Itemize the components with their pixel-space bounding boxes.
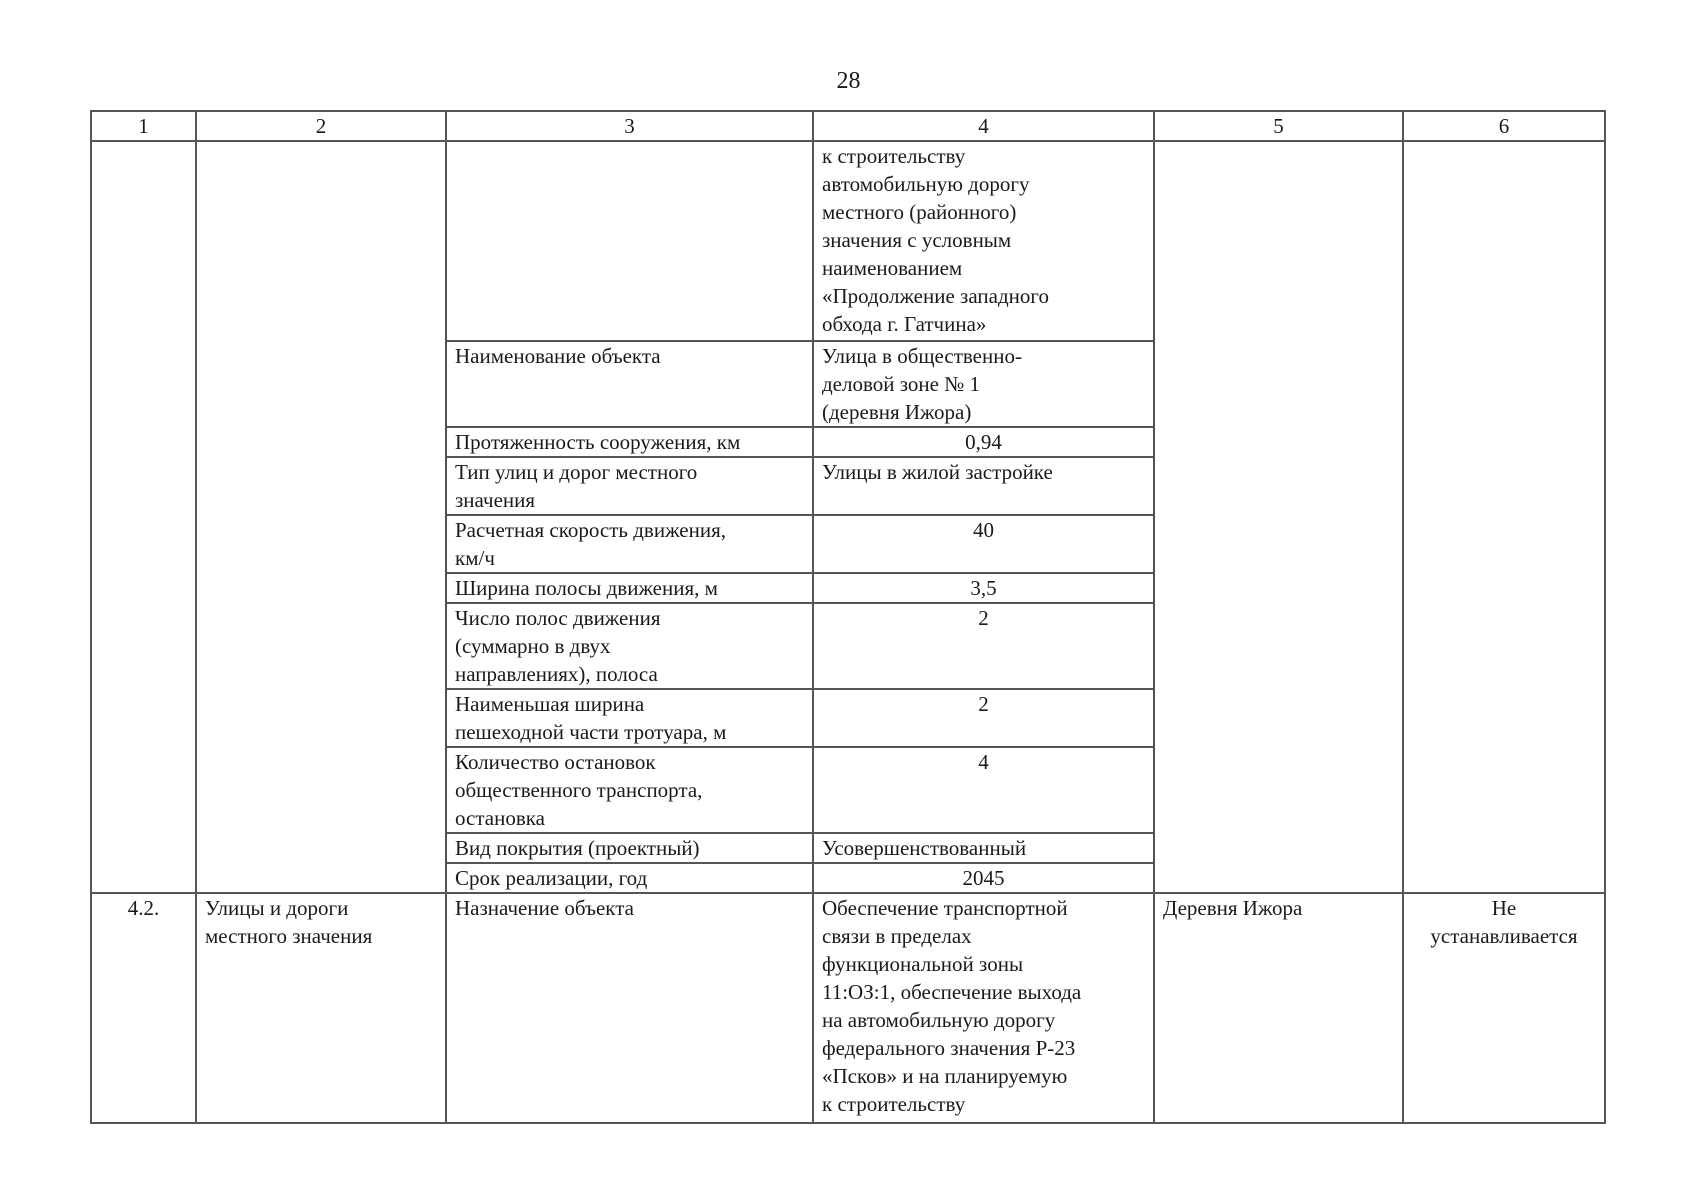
param-label: Наименование объекта — [446, 341, 813, 427]
param-label: Наименьшая ширина пешеходной части тротуара, м — [446, 689, 813, 747]
param-value: Улица в общественно- деловой зоне № 1 (деревня Ижора) — [813, 341, 1154, 427]
param-value: 2045 — [813, 863, 1154, 893]
param-value: 40 — [813, 515, 1154, 573]
header-col-5: 5 — [1154, 111, 1403, 141]
continued-col-1 — [91, 141, 196, 893]
param-label: Протяженность сооружения, км — [446, 427, 813, 457]
param-label: Ширина полосы движения, м — [446, 573, 813, 603]
location: Деревня Ижора — [1154, 893, 1403, 1123]
param-label: Вид покрытия (проектный) — [446, 833, 813, 863]
column-number-header — [91, 111, 1605, 141]
param-label: Число полос движения (суммарно в двух направлениях), полоса — [446, 603, 813, 689]
header-col-4: 4 — [813, 111, 1154, 141]
param-value: 2 — [813, 689, 1154, 747]
table-row-4-2 — [91, 893, 1605, 1123]
param-label: Количество остановок общественного транспорта, остановка — [446, 747, 813, 833]
param-value: 3,5 — [813, 573, 1154, 603]
param-value: 4 — [813, 747, 1154, 833]
continued-col-2 — [196, 141, 446, 893]
param-label: Тип улиц и дорог местного значения — [446, 457, 813, 515]
zone-characteristics: Не устанавливается — [1403, 893, 1605, 1123]
param-value: Улицы в жилой застройке — [813, 457, 1154, 515]
param-value: Усовершенствованный — [813, 833, 1154, 863]
param-label: Назначение объекта — [446, 893, 813, 1123]
row-number: 4.2. — [91, 893, 196, 1123]
header-col-1: 1 — [91, 111, 196, 141]
header-col-3: 3 — [446, 111, 813, 141]
continued-row — [91, 141, 1605, 341]
page-number: 28 — [836, 68, 861, 94]
param-value: Обеспечение транспортной связи в пределах функциональной зоны 11:ОЗ:1, обеспечение выхода на автомобильную дорогу федерального значения Р-23 «Псков» и на планируемую к строительству — [813, 893, 1154, 1123]
continued-col-3 — [446, 141, 813, 341]
param-label: Срок реализации, год — [446, 863, 813, 893]
object-name: Улицы и дороги местного значения — [196, 893, 446, 1123]
continued-col-5 — [1154, 141, 1403, 893]
param-value: 0,94 — [813, 427, 1154, 457]
planning-table — [90, 110, 1606, 1124]
continued-purpose-text: к строительству автомобильную дорогу местного (районного) значения с условным наименованием «Продолжение западного обхода г. Гатчина» — [813, 141, 1154, 341]
param-label: Расчетная скорость движения, км/ч — [446, 515, 813, 573]
header-col-2: 2 — [196, 111, 446, 141]
header-col-6: 6 — [1403, 111, 1605, 141]
continued-col-6 — [1403, 141, 1605, 893]
param-value: 2 — [813, 603, 1154, 689]
